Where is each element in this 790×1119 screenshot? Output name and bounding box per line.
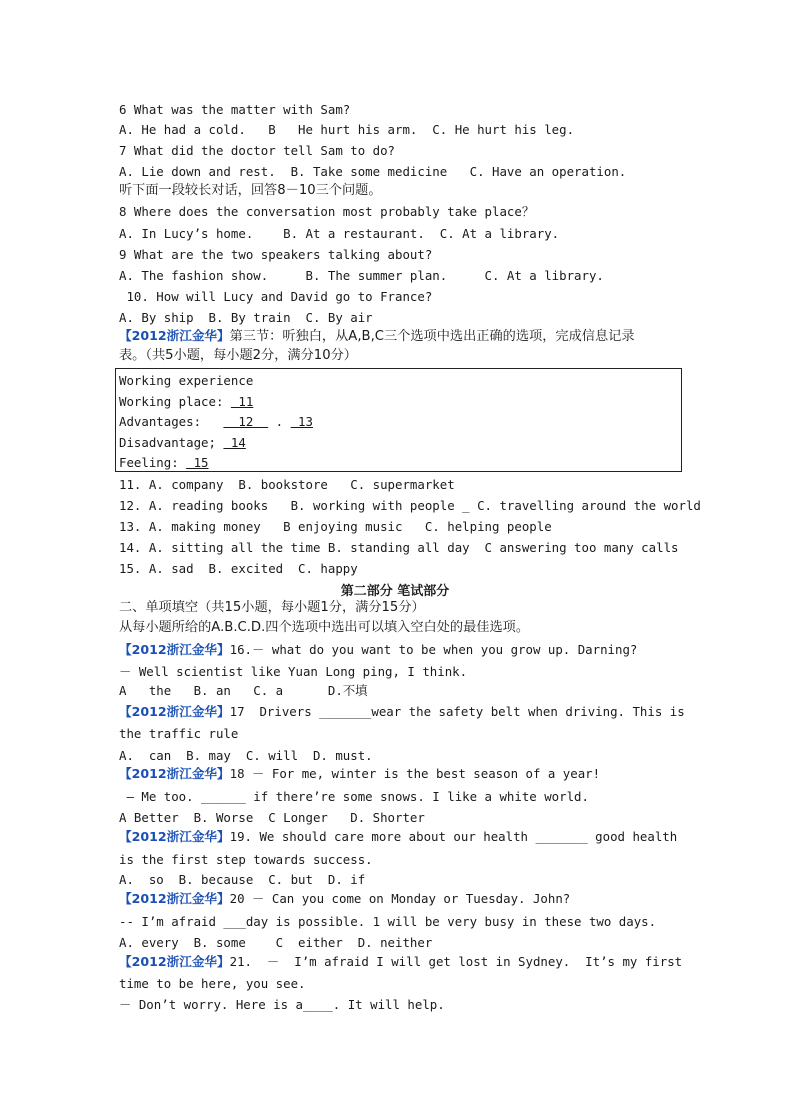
question-16: 【2012浙江金华】16.－ what do you want to be when you grow up. Darning? (119, 642, 638, 657)
question-19: 【2012浙江金华】19. We should care more about our health _______ good health (119, 829, 678, 844)
question-21: 【2012浙江金华】21. － I’m afraid I will get lost in Sydney. It’s my first (119, 954, 683, 969)
box-disadvantage: Disadvantage; 14 (119, 435, 246, 450)
source-tag: 【2012浙江金华】 (119, 328, 230, 343)
source-tag: 【2012浙江金华】 (119, 642, 230, 657)
source-tag: 【2012浙江金华】 (119, 704, 230, 719)
box-title: Working experience (119, 373, 254, 388)
question-17-options: A. can B. may C. will D. must. (119, 748, 373, 763)
question-7: 7 What did the doctor tell Sam to do? (119, 143, 396, 158)
question-18: 【2012浙江金华】18 － For me, winter is the best season of a year! (119, 766, 601, 781)
part-2-title: 第二部分 笔试部分 (340, 584, 450, 599)
single-choice-instruction: 从每小题所给的A.B.C.D.四个选项中选出可以填入空白处的最佳选项。 (119, 620, 530, 635)
section-3-instruction-cont: 表。（共5小题，每小题2分，满分10分） (119, 348, 357, 363)
source-tag: 【2012浙江金华】 (119, 829, 230, 844)
question-21-cont: time to be here, you see. (119, 976, 306, 991)
question-19-cont: is the first step towards success. (119, 852, 373, 867)
single-choice-heading: 二、单项填空（共15小题，每小题1分，满分15分） (119, 600, 425, 615)
question-17: 【2012浙江金华】17 Drivers _______wear the safety belt when driving. This is (119, 704, 685, 719)
blank-14: 14 (223, 435, 246, 450)
question-10-options: A. By ship B. By train C. By air (119, 310, 373, 325)
question-11-options: 11. A. company B. bookstore C. supermarket (119, 477, 455, 492)
question-8-options: A. In Lucy’s home. B. At a restaurant. C. At a library. (119, 226, 560, 241)
question-6: 6 What was the matter with Sam? (119, 102, 351, 117)
question-20-reply: -- I’m afraid ___day is possible. 1 will be very busy in these two days. (119, 914, 657, 929)
instruction-8-10: 听下面一段较长对话，回答8－10三个问题。 (119, 183, 382, 198)
question-15-options: 15. A. sad B. excited C. happy (119, 561, 358, 576)
blank-13: 13 (290, 414, 313, 429)
question-18-options: A Better B. Worse C Longer D. Shorter (119, 810, 425, 825)
question-10: 10. How will Lucy and David go to France? (119, 289, 433, 304)
question-12-options: 12. A. reading books B. working with people _ C. travelling around the world (119, 498, 701, 513)
box-working-place: Working place: 11 (119, 394, 254, 409)
blank-12: 12 (223, 414, 269, 429)
question-16-options: A the B. an C. a D.不填 (119, 683, 368, 698)
question-9-options: A. The fashion show. B. The summer plan. C. At a library. (119, 268, 604, 283)
question-19-options: A. so B. because C. but D. if (119, 872, 366, 887)
question-18-reply: – Me too. ______ if there’re some snows. I like a white world. (119, 789, 589, 804)
question-20: 【2012浙江金华】20 － Can you come on Monday or Tuesday. John? (119, 891, 571, 906)
box-feeling: Feeling: 15 (119, 455, 209, 470)
section-3-instruction: 【2012浙江金华】第三节：听独白，从A,B,C三个选项中选出正确的选项，完成信息记录 (119, 328, 635, 344)
box-advantages: Advantages: 12 . 13 (119, 414, 313, 429)
blank-15: 15 (186, 455, 209, 470)
question-13-options: 13. A. making money B enjoying music C. helping people (119, 519, 552, 534)
question-9: 9 What are the two speakers talking about? (119, 247, 433, 262)
source-tag: 【2012浙江金华】 (119, 891, 230, 906)
source-tag: 【2012浙江金华】 (119, 954, 230, 969)
question-8: 8 Where does the conversation most probably take place？ (119, 204, 535, 219)
question-16-reply: － Well scientist like Yuan Long ping, I think. (119, 664, 468, 679)
question-20-options: A. every B. some C either D. neither (119, 935, 433, 950)
question-17-cont: the traffic rule (119, 726, 239, 741)
question-6-options: A. He had a cold. B He hurt his arm. C. He hurt his leg. (119, 122, 575, 137)
blank-11: 11 (230, 394, 254, 409)
question-14-options: 14. A. sitting all the time B. standing all day C answering too many calls (119, 540, 679, 555)
question-21-reply: － Don’t worry. Here is a____. It will help. (119, 997, 445, 1012)
question-7-options: A. Lie down and rest. B. Take some medicine C. Have an operation. (119, 164, 627, 179)
source-tag: 【2012浙江金华】 (119, 766, 230, 781)
